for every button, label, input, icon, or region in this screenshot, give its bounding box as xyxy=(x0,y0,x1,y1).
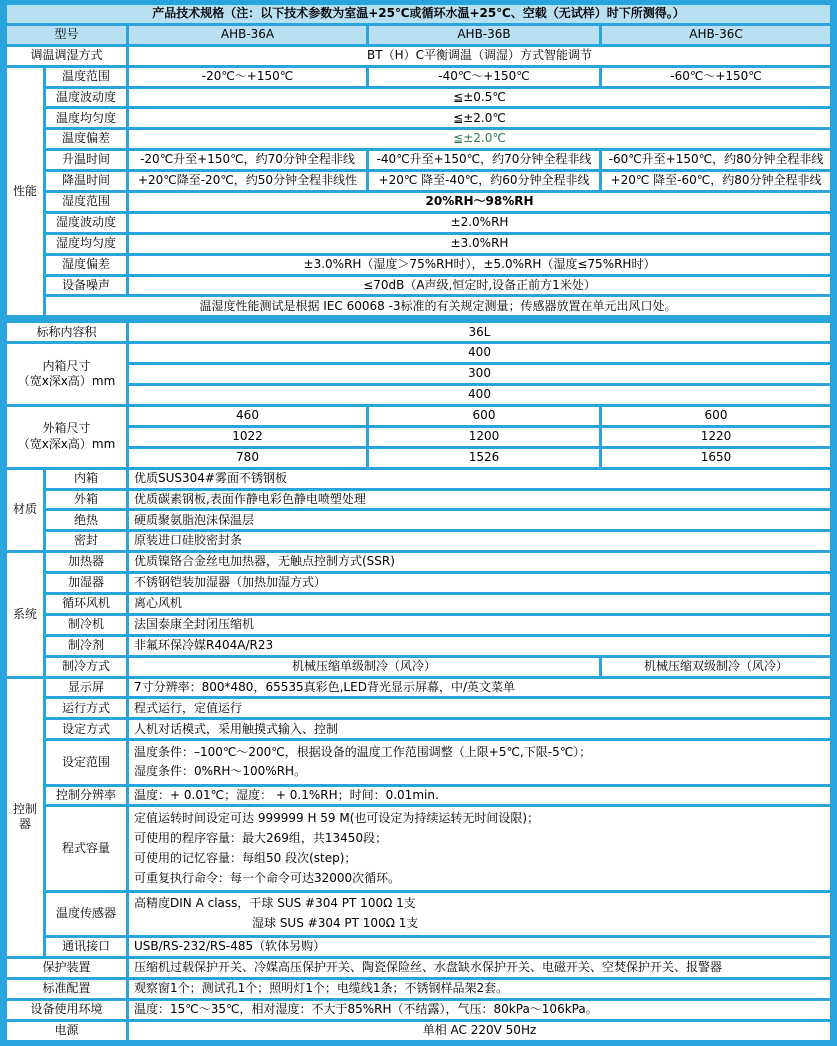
spec-value: 离心风机 xyxy=(129,595,830,613)
row-label: 标称内容积 xyxy=(7,318,126,341)
table-row xyxy=(7,470,830,488)
spec-value: -60℃～+150℃ xyxy=(602,68,830,86)
spec-value: 36L xyxy=(129,318,830,341)
cell-line: 可使用的记忆容量：每组50 段次(step)； xyxy=(134,850,357,865)
group-label-performance: 性能 xyxy=(7,68,43,316)
spec-value: 机械压缩单级制冷（风冷） xyxy=(129,658,599,676)
row-label: 外箱 xyxy=(46,491,126,509)
spec-value: +20℃ 降至-40℃，约60分钟全程非线 xyxy=(369,172,599,190)
row-label: 温度均匀度 xyxy=(46,109,126,127)
cell-line: （宽x深x高）mm xyxy=(17,374,116,389)
group-label-material: 材质 xyxy=(7,470,43,551)
cell-line: 湿球 SUS #304 PT 100Ω 1支 xyxy=(252,916,419,931)
table-row xyxy=(7,407,830,425)
table-row xyxy=(7,235,830,253)
spec-value: ≦±0.5℃ xyxy=(129,89,830,107)
table-row xyxy=(7,893,830,935)
row-label: 湿度偏差 xyxy=(46,256,126,274)
table-row xyxy=(7,151,830,169)
spec-value: 非氟环保冷媒R404A/R23 xyxy=(129,637,830,655)
group-label-system: 系统 xyxy=(7,553,43,675)
table-row xyxy=(7,959,830,977)
spec-value: USB/RS-232/RS-485（软体另购） xyxy=(129,938,830,956)
row-label: 标准配置 xyxy=(7,980,126,998)
row-label: 湿度范围 xyxy=(46,193,126,211)
spec-value: 程式运行，定值运行 xyxy=(129,699,830,717)
spec-value: -20℃升至+150℃，约70分钟全程非线 xyxy=(129,151,366,169)
spec-value: 1220 xyxy=(602,428,830,446)
spec-value: -60℃升至+150℃，约80分钟全程非线 xyxy=(602,151,830,169)
spec-value: 温度：+ 0.01℃；湿度： + 0.1%RH；时间：0.01min. xyxy=(129,787,830,805)
spec-value: 7寸分辨率：800*480，65535真彩色,LED背光显示屏幕，中/英文菜单 xyxy=(129,679,830,697)
row-label: 调温调湿方式 xyxy=(7,47,126,65)
table-row xyxy=(7,1001,830,1019)
row-label: 电源 xyxy=(7,1022,126,1040)
model-header-b: AHB-36B xyxy=(369,26,599,44)
table-row xyxy=(7,130,830,148)
spec-value: 1526 xyxy=(369,449,599,467)
table-row xyxy=(7,574,830,592)
spec-value: +20℃ 降至-60℃，约80分钟全程非线 xyxy=(602,172,830,190)
row-label: 程式容量 xyxy=(46,807,126,890)
table-row xyxy=(7,787,830,805)
row-label: 绝热 xyxy=(46,511,126,529)
table-row xyxy=(7,699,830,717)
spec-value: +20℃降至-20℃，约50分钟全程非线性 xyxy=(129,172,366,190)
table-row xyxy=(7,938,830,956)
table-row xyxy=(7,68,830,86)
row-label: 温度偏差 xyxy=(46,130,126,148)
row-label: 密封 xyxy=(46,532,126,550)
cell-line: 定值运转时间设定可达 999999 H 59 M(也可设定为持续运转无时间设限)； xyxy=(134,811,540,826)
cell-line: 高精度DIN A class，干球 SUS #304 PT 100Ω 1支 xyxy=(134,896,416,911)
table-row xyxy=(7,318,830,341)
spec-value: 单相 AC 220V 50Hz xyxy=(129,1022,830,1040)
spec-value: 1022 xyxy=(129,428,366,446)
spec-value: 优质镍铬合金丝电加热器，无触点控制方式(SSR) xyxy=(129,553,830,571)
cell-line: 外箱尺寸 xyxy=(42,421,91,436)
table-row xyxy=(7,89,830,107)
spec-value: 人机对话模式，采用触摸式输入、控制 xyxy=(129,720,830,738)
table-row xyxy=(7,428,830,446)
table-row xyxy=(7,214,830,232)
spec-value: 400 xyxy=(129,344,830,362)
spec-value xyxy=(129,741,830,783)
table-row xyxy=(7,553,830,571)
performance-note: 温湿度性能测试是根据 IEC 60068 -3标准的有关规定测量；传感器放置在单元出风口处。 xyxy=(46,297,830,315)
table-row xyxy=(7,47,830,65)
table-row xyxy=(7,637,830,655)
row-label: 降温时间 xyxy=(46,172,126,190)
table-row xyxy=(7,193,830,211)
table-row xyxy=(7,741,830,783)
spec-value: ±2.0%RH xyxy=(129,214,830,232)
model-header-a: AHB-36A xyxy=(129,26,366,44)
row-label: 循环风机 xyxy=(46,595,126,613)
table-row xyxy=(7,616,830,634)
spec-value: 460 xyxy=(129,407,366,425)
row-label: 制冷机 xyxy=(46,616,126,634)
row-label: 温度传感器 xyxy=(46,893,126,935)
spec-value: 机械压缩双级制冷（风冷） xyxy=(602,658,830,676)
row-label-model: 型号 xyxy=(7,26,126,44)
row-label: 显示屏 xyxy=(46,679,126,697)
spec-value: 硬质聚氨脂泡沫保温层 xyxy=(129,511,830,529)
spec-value: 300 xyxy=(129,365,830,383)
spec-value: 780 xyxy=(129,449,366,467)
table-row xyxy=(7,386,830,404)
cell-line: 湿度条件：0%RH～100%RH。 xyxy=(134,764,307,779)
cell-line: 内箱尺寸 xyxy=(42,358,91,373)
spec-value: 优质SUS304#雾面不锈钢板 xyxy=(129,470,830,488)
spec-value: 原装进口硅胶密封条 xyxy=(129,532,830,550)
model-header-c: AHB-36C xyxy=(602,26,830,44)
row-label: 制冷剂 xyxy=(46,637,126,655)
row-label: 加热器 xyxy=(46,553,126,571)
row-label-inner-dimensions xyxy=(7,344,126,404)
table-row xyxy=(7,297,830,315)
cell-line: 可重复执行命令：每一个命令可达32000次循环。 xyxy=(134,870,401,885)
spec-value: 600 xyxy=(369,407,599,425)
row-label: 设备使用环境 xyxy=(7,1001,126,1019)
row-label-outer-dimensions xyxy=(7,407,126,467)
spec-value: 400 xyxy=(129,386,830,404)
spec-value: 1650 xyxy=(602,449,830,467)
table-row xyxy=(7,720,830,738)
spec-value: -20℃～+150℃ xyxy=(129,68,366,86)
cell-line: 温度条件：–100℃～200℃，根据设备的温度工作范围调整（上限+5℃,下限-5℃）； xyxy=(134,744,592,759)
row-label: 制冷方式 xyxy=(46,658,126,676)
cell-line: 可使用的程序容量：最大269组，共13450段； xyxy=(134,830,388,845)
row-label: 控制分辨率 xyxy=(46,787,126,805)
table-row xyxy=(7,365,830,383)
table-row xyxy=(7,532,830,550)
spec-value: 优质碳素钢板,表面作静电彩色静电喷塑处理 xyxy=(129,491,830,509)
table-row xyxy=(7,511,830,529)
table-row xyxy=(7,277,830,295)
table-title: 产品技术规格（注：以下技术参数为室温+25℃或循环水温+25℃、空载（无试样）时下所测得。） xyxy=(7,5,830,23)
table-row xyxy=(7,807,830,890)
spec-value: ≦±2.0℃ xyxy=(129,130,830,148)
table-row xyxy=(7,980,830,998)
row-label: 湿度均匀度 xyxy=(46,235,126,253)
table-row xyxy=(7,658,830,676)
spec-value: 法国泰康全封闭压缩机 xyxy=(129,616,830,634)
cell-line: （宽x深x高）mm xyxy=(17,436,116,451)
spec-value: 观察窗1个；测试孔1个；照明灯1个；电缆线1条；不锈钢样品架2套。 xyxy=(129,980,830,998)
spec-value: ≤70dB（A声级,恒定时,设备正前方1米处） xyxy=(129,277,830,295)
spec-value: 压缩机过载保护开关、冷媒高压保护开关、陶瓷保险丝、水盘缺水保护开关、电磁开关、空焚保护开关、报警器 xyxy=(129,959,830,977)
spec-value: 1200 xyxy=(369,428,599,446)
table-row xyxy=(7,344,830,362)
spec-value: ±3.0%RH（湿度＞75%RH时），±5.0%RH（湿度≤75%RH时） xyxy=(129,256,830,274)
row-label: 设备噪声 xyxy=(46,277,126,295)
table-row xyxy=(7,491,830,509)
spec-value: 20%RH～98%RH xyxy=(129,193,830,211)
table-row xyxy=(7,679,830,697)
table-row xyxy=(7,1022,830,1040)
row-label: 温度范围 xyxy=(46,68,126,86)
row-label: 保护装置 xyxy=(7,959,126,977)
spec-value xyxy=(129,807,830,890)
table-row xyxy=(7,109,830,127)
row-label: 温度波动度 xyxy=(46,89,126,107)
group-label-controller: 控制器 xyxy=(7,679,43,957)
spec-value: 不锈钢铠装加湿器（加热加湿方式） xyxy=(129,574,830,592)
table-row xyxy=(7,26,830,44)
row-label: 设定范围 xyxy=(46,741,126,783)
table-row xyxy=(7,449,830,467)
row-label: 通讯接口 xyxy=(46,938,126,956)
table-row xyxy=(7,5,830,23)
row-label: 设定方式 xyxy=(46,720,126,738)
row-label: 湿度波动度 xyxy=(46,214,126,232)
table-row xyxy=(7,172,830,190)
row-label: 运行方式 xyxy=(46,699,126,717)
spec-value: ±3.0%RH xyxy=(129,235,830,253)
row-label: 升温时间 xyxy=(46,151,126,169)
table-row xyxy=(7,256,830,274)
row-label: 加湿器 xyxy=(46,574,126,592)
spec-table-body xyxy=(7,5,830,1040)
spec-value: ≦±2.0℃ xyxy=(129,109,830,127)
spec-value: 温度：15℃～35℃，相对湿度：不大于85%RH（不结露），气压：80kPa～106kPa。 xyxy=(129,1001,830,1019)
spec-value xyxy=(129,893,830,935)
spec-value: 600 xyxy=(602,407,830,425)
spec-value: -40℃～+150℃ xyxy=(369,68,599,86)
spec-value: -40℃升至+150℃，约70分钟全程非线 xyxy=(369,151,599,169)
row-label: 内箱 xyxy=(46,470,126,488)
spec-table xyxy=(4,2,833,1043)
table-row xyxy=(7,595,830,613)
spec-value: BT（H）C平衡调温（调湿）方式智能调节 xyxy=(129,47,830,65)
